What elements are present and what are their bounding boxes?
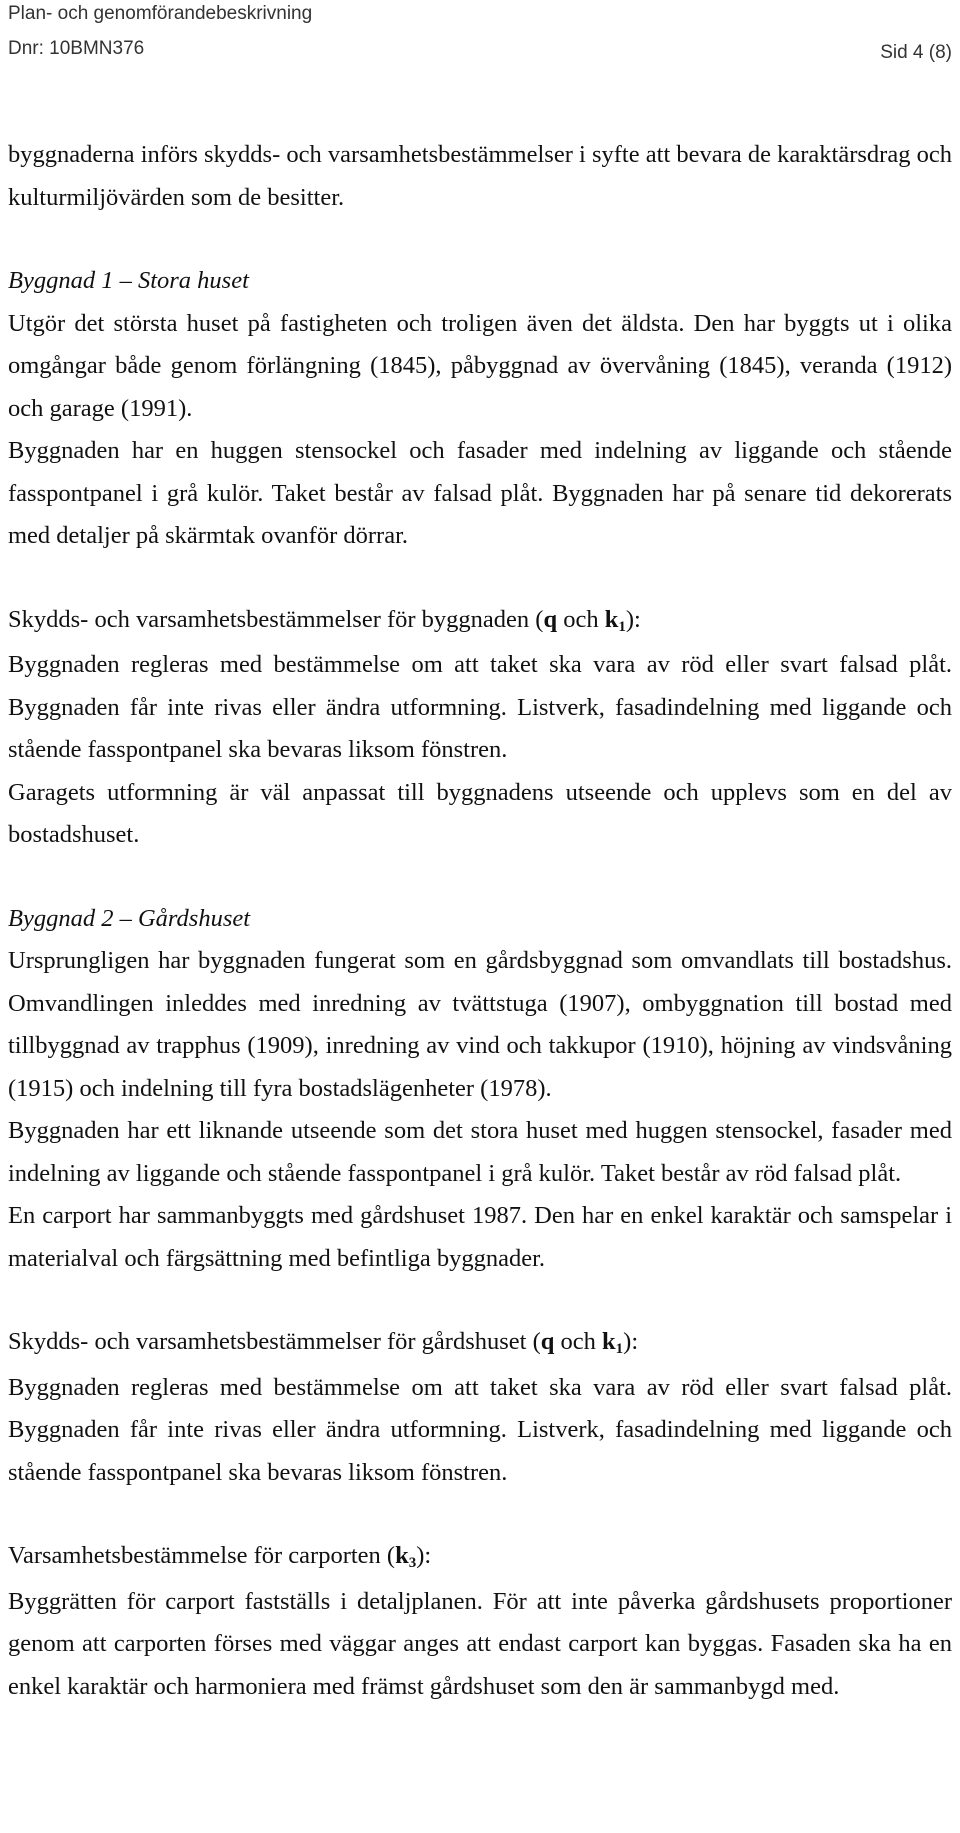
intro-paragraph: byggnaderna införs skydds- och varsamhetsbestämmelser i syfte att bevara de karaktärsdrag och kulturmiljövärden som de besitter.: [8, 141, 952, 211]
paragraph: Byggrätten för carport fastställs i detaljplanen. För att inte påverka gårdshusets proportioner genom att carporten förses med väggar anges att endast carport kan byggas. Fasaden ska ha en enkel karaktär och harmoniera med främst gårdshuset som den är sammanbygd med.: [8, 1587, 952, 1700]
page-number: Sid 4 (8): [880, 42, 952, 63]
document-number: Dnr: 10BMN376: [8, 38, 145, 59]
paragraph: Garagets utformning är väl anpassat till byggnadens utseende och upplevs som en del av bostadshuset.: [8, 778, 952, 848]
section-heading-byggnad-1: Byggnad 1 – Stora huset: [8, 267, 249, 294]
paragraph: Ursprungligen har byggnaden fungerat som en gårdsbyggnad som omvandlats till bostadshus. Omvandlingen inleddes med inredning av tvättstuga (1907), ombyggnation till bostad med tillbyggnad av trapphus (1909), inredning av vind och takkupor (1910), höjning av vindsvåning (1915) och indelning till fyra bostadslägenheter (1978).: [8, 947, 952, 1102]
paragraph: Utgör det största huset på fastigheten och troligen även det äldsta. Den har byggts ut i olika omgångar både genom förlängning (1845), påbyggnad av övervåning (1845), veranda (1912) och garage (1991).: [8, 309, 952, 422]
document-title: Plan- och genomförandebeskrivning: [8, 3, 313, 24]
regulation-heading: Skydds- och varsamhetsbestämmelser för gårdshuset (q och $k_1$):: [8, 1328, 639, 1357]
section-heading-byggnad-2: Byggnad 2 – Gårdshuset: [8, 904, 251, 932]
paragraph: Byggnaden har ett liknande utseende som det stora huset med huggen stensockel, fasader med indelning av liggande och stående fasspontpanel i grå kulör. Taket består av röd falsad plåt.: [8, 1117, 952, 1187]
paragraph: Byggnaden har en huggen stensockel och fasader med indelning av liggande och stående fasspontpanel i grå kulör. Taket består av falsad plåt. Byggnaden har på senare tid dekorerats med detaljer på skärmtak ovanför dörrar.: [8, 437, 952, 549]
paragraph: Byggnaden regleras med bestämmelse om att taket ska vara av röd eller svart falsad plåt. Byggnaden får inte rivas eller ändra utformning. Listverk, fasadindelning med liggande och stående fasspontpanel ska bevaras liksom fönstren.: [8, 1373, 952, 1486]
regulation-heading: Skydds- och varsamhetsbestämmelser för byggnaden (q och $k_1$):: [8, 605, 641, 635]
paragraph: En carport har sammanbyggts med gårdshuset 1987. Den har en enkel karaktär och samspelar i materialval och färgsättning med befintliga byggnader.: [8, 1202, 952, 1272]
paragraph: Byggnaden regleras med bestämmelse om att taket ska vara av röd eller svart falsad plåt. Byggnaden får inte rivas eller ändra utformning. Listverk, fasadindelning med liggande och stående fasspontpanel ska bevaras liksom fönstren.: [8, 651, 952, 763]
document-body: [8, 134, 952, 1708]
regulation-heading: Varsamhetsbestämmelse för carporten $(k_3)$:: [8, 1542, 432, 1571]
